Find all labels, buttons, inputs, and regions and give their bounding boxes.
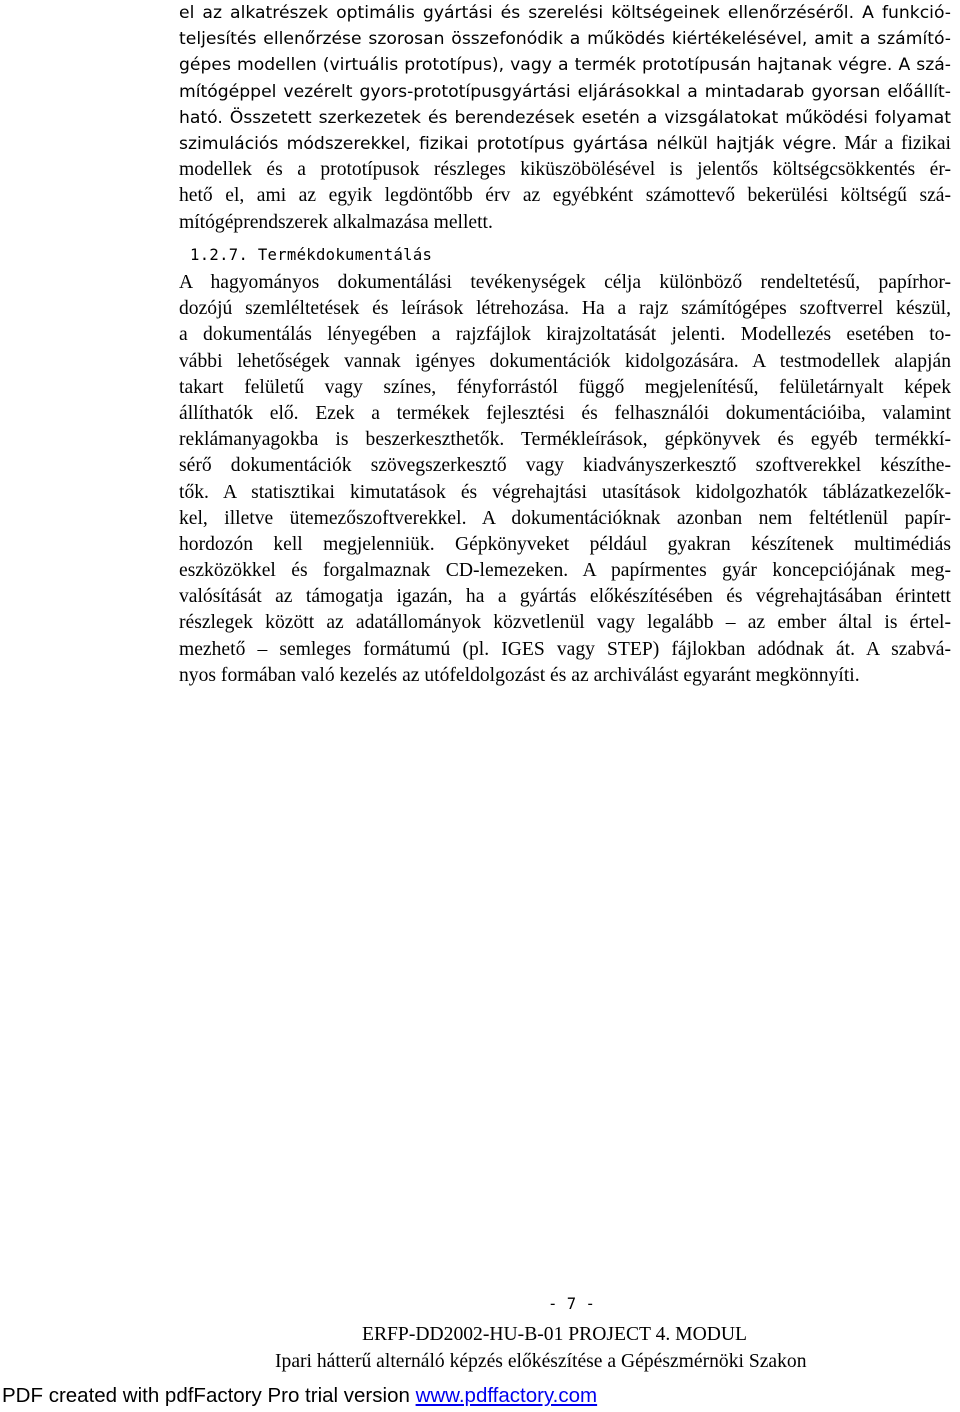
paragraph-line: mítógéprendszerek alkalmazása mellett. bbox=[179, 211, 493, 233]
paragraph-line: vábbi lehetőségek vannak igényes dokumentációk kidolgozására. A testmodellek alapján bbox=[179, 350, 951, 372]
paragraph-line: mezhető – semleges formátumú (pl. IGES vagy STEP) fájlokban adódnak át. A szabvá- bbox=[179, 638, 951, 660]
paragraph-line-serif-segment: Már a fizikai bbox=[844, 132, 951, 154]
paragraph-line: hető el, ami az egyik legdöntőbb érv az egyébként számottevő bekerülési költségű szá- bbox=[179, 185, 951, 207]
paragraph-documentation bbox=[179, 270, 951, 689]
paragraph-line: részlegek között az adatállományok közvetlenül vagy legalább – az ember által is értel- bbox=[179, 612, 951, 634]
pdf-notice-text: PDF created with pdfFactory Pro trial version bbox=[2, 1384, 416, 1407]
paragraph-line: eszközökkel és forgalmaznak CD-lemezeken. A papírmentes gyár koncepciójának meg- bbox=[179, 560, 951, 582]
paragraph-line: dozójú szemléltetések és leírások létrehozása. Ha a rajz számítógépes szoftverrel készül, bbox=[179, 298, 951, 320]
paragraph-line: modellek és a prototípusok részleges kiküszöbölésével is jelentős költségcsökkentés ér- bbox=[179, 159, 951, 181]
page-number: - 7 - bbox=[548, 1295, 595, 1313]
paragraph-line: állíthatók elő. Ezek a termékek fejlesztési és felhasználói dokumentációiba, valamint bbox=[179, 402, 951, 424]
footer-program: Ipari hátterű alternáló képzés előkészítése a Gépészmérnöki Szakon bbox=[275, 1351, 807, 1372]
paragraph-line: A hagyományos dokumentálási tevékenységek célja különböző rendeltetésű, papírhor- bbox=[179, 272, 951, 293]
footer-project: ERFP-DD2002-HU-B-01 PROJECT 4. MODUL bbox=[362, 1324, 748, 1345]
paragraph-line bbox=[179, 131, 951, 157]
paragraph-line: gépes modellen (virtuális prototípus), vagy a termék prototípusán hajtanak végre. A szá- bbox=[179, 55, 951, 76]
pdffactory-link[interactable]: www.pdffactory.com bbox=[415, 1384, 598, 1407]
paragraph-line: reklámanyagokba is beszerkeszthetők. Termékleírások, gépkönyvek és egyéb termékkí- bbox=[179, 429, 951, 451]
paragraph-line: mítógéppel vezérelt gyors-prototípusgyártási eljárásokkal a mintadarab gyorsan előállít- bbox=[179, 81, 951, 102]
paragraph-line: valósítását az támogatja igazán, ha a gyártás előkészítésében és végrehajtásában érintett bbox=[179, 586, 951, 608]
pdf-creator-notice bbox=[2, 1383, 597, 1409]
paragraph-line-sans-segment: szimulációs módszerekkel, fizikai prototípus gyártása nélkül hajtják végre. bbox=[179, 133, 837, 154]
paragraph-line: takart felületű vagy színes, fényforrástól függő megjelenítésű, felületárnyalt képek bbox=[179, 376, 951, 398]
paragraph-line: tők. A statisztikai kimutatások és végrehajtási utasítások kidolgozhatók táblázatkezelők- bbox=[179, 481, 951, 503]
paragraph-line: kel, illetve ütemezőszoftverekkel. A dokumentációknak azonban nem feltétlenül papír- bbox=[179, 507, 951, 529]
paragraph-line: sérő dokumentációk szövegszerkesztő vagy kiadványszerkesztő szoftverekkel készíthe- bbox=[179, 455, 951, 477]
paragraph-line: a dokumentálás lényegében a rajzfájlok kirajzoltatását jelenti. Modellezés esetében to- bbox=[179, 324, 951, 346]
section-heading: 1.2.7. Termékdokumentálás bbox=[190, 246, 433, 264]
paragraph-line: el az alkatrészek optimális gyártási és szerelési költségeinek ellenőrzéséről. A funkció- bbox=[179, 3, 951, 23]
paragraph-line: hordozón kell megjelenniük. Gépkönyveket például gyakran készítenek multimédiás bbox=[179, 533, 951, 555]
paragraph-intro bbox=[179, 0, 951, 236]
paragraph-line: ható. Összetett szerkezetek és berendezések esetén a vizsgálatokat működési folyamat bbox=[179, 107, 951, 128]
paragraph-line: nyos formában való kezelés az utófeldolgozást és az archiválást egyaránt megkönnyíti. bbox=[179, 664, 860, 686]
paragraph-line: teljesítés ellenőrzése szorosan összefonódik a működés kiértékelésével, amit a számító- bbox=[179, 29, 951, 50]
